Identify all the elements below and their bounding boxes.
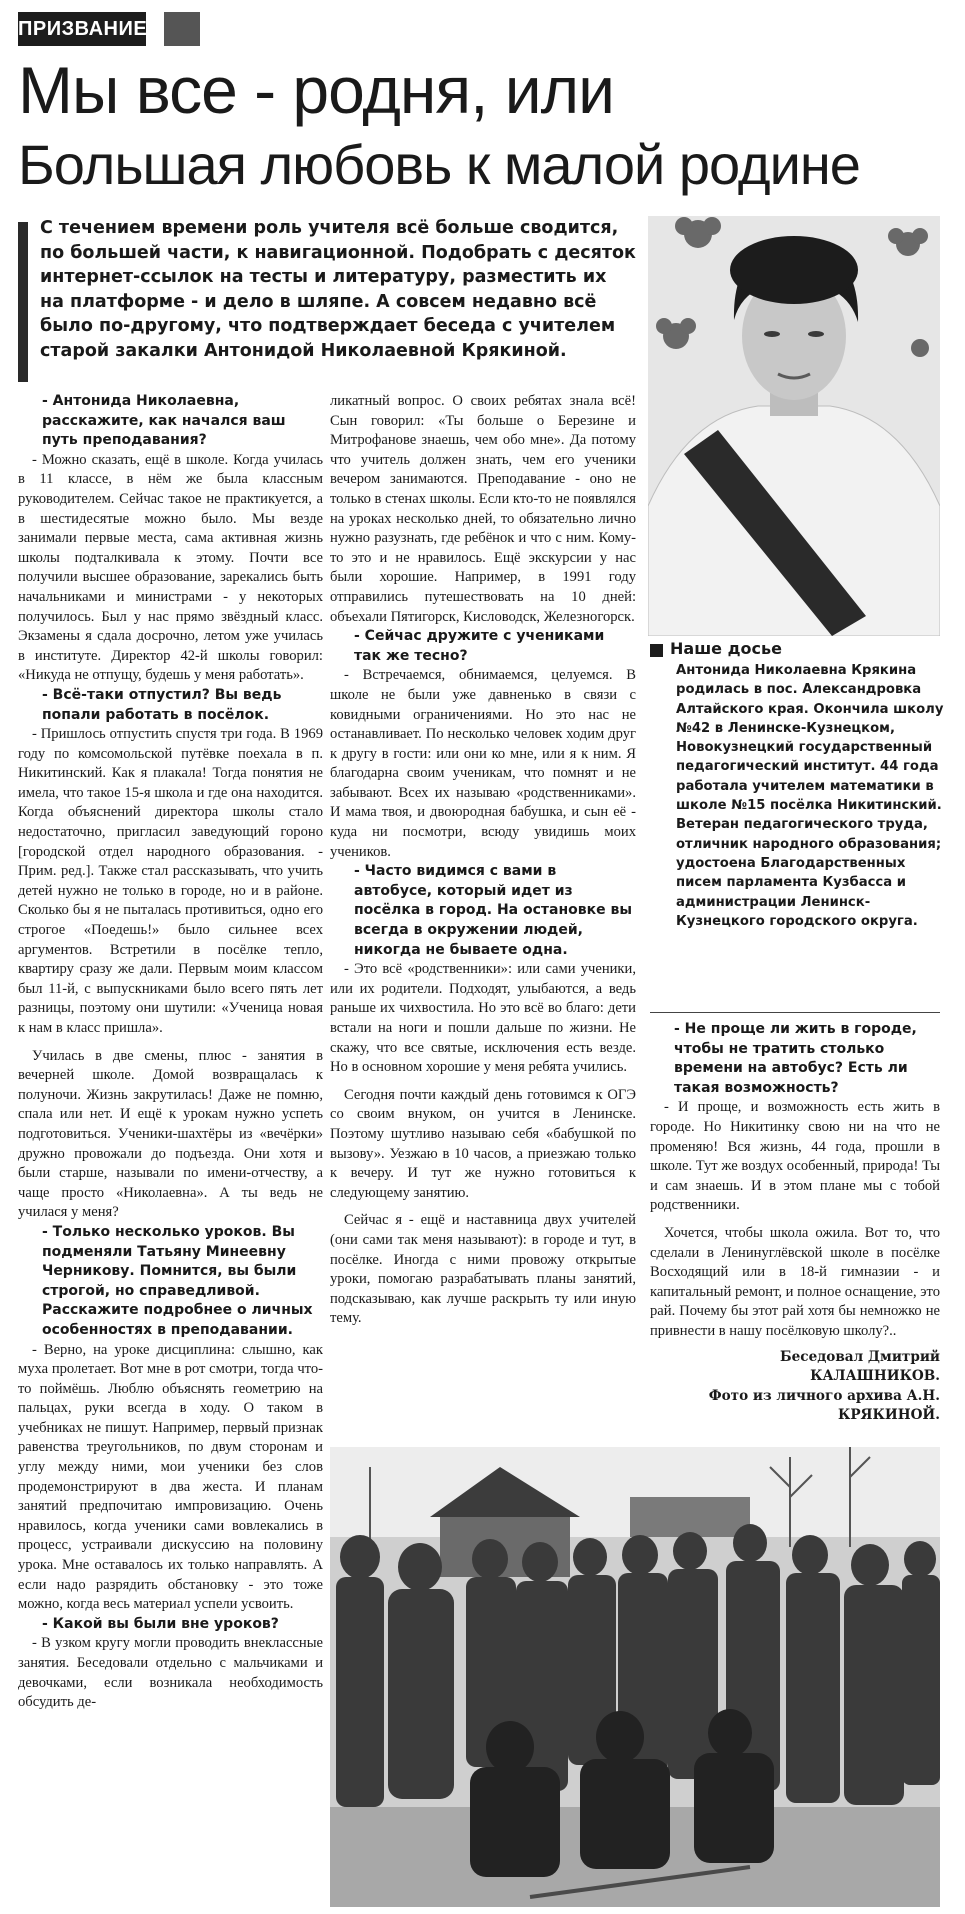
question: - Только несколько уроков. Вы подменяли Татьяну Минеевну Черникову. Помнится, вы были строгой, но справедливой. Расскажите подробнее о личных особенностях в преподавании.: [42, 1223, 313, 1338]
rubric-square: [164, 12, 200, 46]
paragraph: Сейчас я - ещё и наставница двух учителей (они сами так меня называют): в городе и тут, в посёлке. Иногда с ними провожу открытые уроки, помогаю разрабатывать планы занятий, подсказываю, как лучше раскрыть ту или иную тему.: [330, 1212, 636, 1327]
dossier-text: Антонида Николаевна Крякина родилась в пос. Александровка Алтайского края. Окончила школу №42 в Ленинске-Кузнецком, Новокузнецкий государственный педагогический институт. 44 года работала учителем математики в школе №15 посёлка Никитинский. Ветеран педагогического труда, отличник народного образования; удостоена Благодарственных писем парламента Кузбасса и администрации Ленинск-Кузнецкого городского округа.: [676, 663, 944, 929]
question: - Часто видимся с вами в автобусе, который идет из посёлка в город. На остановке вы всегда в окружении людей, никогда не бываете одна.: [354, 863, 633, 958]
article-column-3: [650, 1020, 940, 1440]
question: - Какой вы были вне уроков?: [42, 1615, 279, 1632]
answer: - Верно, на уроке дисциплина: слышно, как муха пролетает. Вот мне в рот смотри, тогда что-то поймёшь. Люблю объяснять геометрию на пальцах, руки всегда в ходу. О таком в учебниках не пишут. Например, первый признак равенства треугольников, по двум сторонам и углу между ними, мои ученики без слов продемонстрируют в два жеста. И планам занятий предпочитаю импровизацию. Очень нравилось, когда ученики сами вовлекались в процесс, устраивали дискуссию на половину урока. Мне оставалось их только направлять. А если надо разрядить обстановку - это тоже можно, когда весь материал успели усвоить.: [18, 1341, 323, 1613]
portrait-photo: [648, 216, 940, 636]
answer: - Можно сказать, ещё в школе. Когда училась в 11 классе, в нём же была классным руководителем. Сейчас такое не практикуется, а в шестидесятые можно было. Мы везде занимали первые места, сама активная жизнь школы подталкивала к этому. Почти все получили высшее образование, зарекались быть начальниками и министрами - у некоторых получилось. Был у нас прямо звёздный класс. Экзамены я сдала досрочно, летом уже училась в институте. Директор 42-й школы говорил: «Никуда не отпущу, будешь у меня работать».: [18, 451, 323, 684]
paragraph: ликатный вопрос. О своих ребятах знала всё! Сын говорил: «Ты больше о Березине и Митрофанове знаешь, чем обо мне». Да потому что учитель должен знать, чем его ученики вечером занимаются. Преподавание - оно не только в стенах школы. Если кто-то не появлялся на уроках несколько дней, то обязательно лично нужно разузнать, где ребёнок и что с ним. Кому-то это и не нравилось. Ещё экскурсии у нас были хорошие. Например, в 1991 году отправились путешествовать на 10 дней: объехали Пятигорск, Кисловодск, Железногорск.: [330, 393, 636, 625]
dossier-marker: [650, 644, 663, 657]
question: - Сейчас дружите с учениками так же тесно?: [354, 628, 605, 664]
headline-line-1: Мы все - родня, или: [18, 53, 615, 127]
paragraph: Училась в две смены, плюс - занятия в вечерней школе. Домой возвращалась к полуночи. Жизнь закрутилась! Даже не помню, спала или нет. И ещё к урокам нужно успеть подготовиться. Ученики-шахтёры из «вечёрки» дружно провожали до подъезда. Они хотя и были старше, называли по имени-отчеству, а чаще просто «Николаевна». А ты ведь не училася у меня?: [18, 1047, 323, 1221]
answer: - Это всё «родственники»: или сами ученики, или их родители. Подходят, улыбаются, а ведь раньше их чихвостила. Но это всё во благо: дети встали на ноги и пошли дальше по жизни. Не скажу, что все святые, исключения есть везде. Но в основном хорошие у меня ребята учились.: [330, 961, 636, 1076]
article-column-1: [18, 392, 323, 1907]
article-column-2: [330, 392, 636, 1442]
answer: - Встречаемся, обнимаемся, целуемся. В школе не были уже давненько в связи с ковидными ограничениями. Но это нас не останавливает. По несколько человек ходим друг к другу в гости: или они ко мне, или я к ним. Я благодарна своим ученикам, что помнят и не забывают. Всех их называю «родственниками». И мама твоя, и двоюродная бабушка, и сын её - куда ни посмотри, всюду увидишь моих учеников.: [330, 667, 636, 860]
section-rubric: ПРИЗВАНИЕ: [18, 12, 146, 46]
lead-paragraph: С течением времени роль учителя всё больше сводится, по большей части, к навигационной. Подобрать с десяток интернет-ссылок на тесты и литературу, разместить их на платформе - и дело в шляпе. А совсем недавно всё было по-другому, что подтверждает беседа с учителем старой закалки Антонидой Николаевной Крякиной.: [40, 218, 636, 361]
paragraph: Хочется, чтобы школа ожила. Вот то, что сделали в Ленинуглёвской школе в посёлке Восходящий или в 18-й гимназии - и капитальный ремонт, и полное оснащение, это рай. Почему бы этот рай хотя бы немножко не привнести в нашу посёлковую школу?..: [650, 1224, 940, 1339]
answer: - Пришлось отпустить спустя три года. В 1969 году по комсомольской путёвке поехала в п. Никитинский. Как я плакала! Тогда понятия не имела, что такое 15-я школа и где она находится. Когда объяснений директора школы стало недостаточно, пригласил заведующий гороно [городской отдел народного образования. - Прим. ред.]. Также стал рассказывать, что учить детей нужно не только в городе, но и в районе. Сколько бы я не пыталась противиться, одно его строгое «Поедешь!» было сильнее всех аргументов. Встретили в посёлке тепло, квартиру сразу же дали. Первым моим классом был 11-й, с выпускниками было всего пять лет разницы, поэтому они шутили: «Ученица новая к нам в класс пришла».: [18, 726, 323, 1036]
group-photo: [330, 1447, 940, 1907]
interviewer-credit: Беседовал Дмитрий КАЛАШНИКОВ.: [780, 1348, 940, 1385]
paragraph: Сегодня почти каждый день готовимся к ОГЭ со своим внуком, он учится в Ленинске. Поэтому шутливо называю себя «бабушкой по вызову». Уезжаю в 10 часов, а приезжаю только к вечеру. И тут же нужно готовиться к следующему занятию.: [330, 1086, 636, 1201]
question: - Не проще ли жить в городе, чтобы не тратить столько времени на автобус? Есть ли такая возможность?: [674, 1021, 917, 1096]
headline-line-2: Большая любовь к малой родине: [18, 133, 860, 196]
answer: - В узком кругу могли проводить внеклассные занятия. Беседовали отдельно с мальчиками и девочками, если возникала необходимость обсудить де-: [18, 1635, 323, 1711]
photo-credit: Фото из личного архива А.Н. КРЯКИНОЙ.: [708, 1387, 940, 1424]
answer: - И проще, и возможность есть жить в городе. Но Никитинку свою ни на что не променяю! Вся жизнь, 44 года, прошли в школе. Тут же воздух особенный, природа! Ты и сам знаешь. И в этом плане мы с тобой родственники.: [650, 1099, 940, 1214]
column-separator: [650, 1012, 940, 1013]
question: - Всё-таки отпустил? Вы ведь попали работать в посёлок.: [42, 686, 282, 723]
question: - Антонида Николаевна, расскажите, как начался ваш путь преподавания?: [42, 393, 286, 449]
dossier-title: Наше досье: [670, 639, 782, 658]
lead-accent-bar: [18, 222, 28, 382]
